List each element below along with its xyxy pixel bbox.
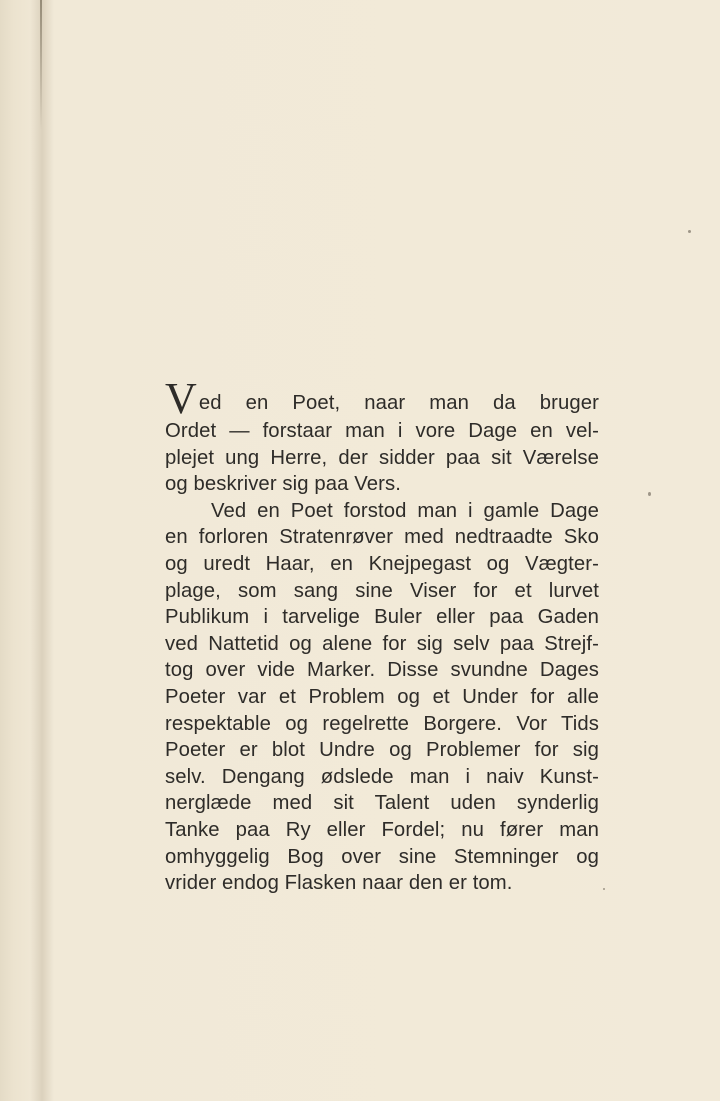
paper-speck bbox=[688, 230, 691, 233]
text-line: Ordet — forstaar man i vore Dage en vel- bbox=[165, 420, 599, 442]
text-line: Poeter var et Problem og et Under for alle bbox=[165, 685, 599, 708]
text-line: ed en Poet, naar man da bruger bbox=[198, 392, 599, 414]
text-line: respektable og regelrette Borgere. Vor Tids bbox=[165, 712, 599, 735]
text-line: plejet ung Herre, der sidder paa sit Værelse bbox=[165, 446, 599, 469]
text-line: selv. Dengang ødslede man i naiv Kunst- bbox=[165, 765, 599, 788]
text-line: nerglæde med sit Talent uden synderlig bbox=[165, 792, 599, 815]
text-line: vrider endog Flasken naar den er tom. bbox=[165, 872, 513, 895]
text-line: tog over vide Marker. Disse svundne Dages bbox=[165, 659, 599, 682]
text-line: Publikum i tarvelige Buler eller paa Gaden bbox=[165, 606, 599, 629]
paper-speck bbox=[648, 492, 651, 496]
text-line: og beskriver sig paa Vers. bbox=[165, 473, 401, 496]
text-line: Poeter er blot Undre og Problemer for sig bbox=[165, 739, 599, 762]
text-line: Ved en Poet forstod man i gamle Dage bbox=[211, 499, 599, 522]
text-line: Tanke paa Ry eller Fordel; nu fører man bbox=[165, 818, 599, 841]
paper-speck bbox=[603, 888, 605, 890]
first-line bbox=[165, 374, 599, 423]
text-line: ved Nattetid og alene for sig selv paa Strejf- bbox=[165, 632, 599, 655]
binding-mark bbox=[40, 0, 42, 130]
text-line: en forloren Stratenrøver med nedtraadte Sko bbox=[165, 526, 599, 549]
drop-cap: V bbox=[165, 374, 197, 423]
text-line: omhyggelig Bog over sine Stemninger og bbox=[165, 845, 599, 868]
text-line: plage, som sang sine Viser for et lurvet bbox=[165, 579, 599, 602]
body-text bbox=[165, 374, 599, 897]
page-gutter-shadow bbox=[30, 0, 54, 1101]
text-line: og uredt Haar, en Knejpegast og Vægter- bbox=[165, 552, 599, 575]
